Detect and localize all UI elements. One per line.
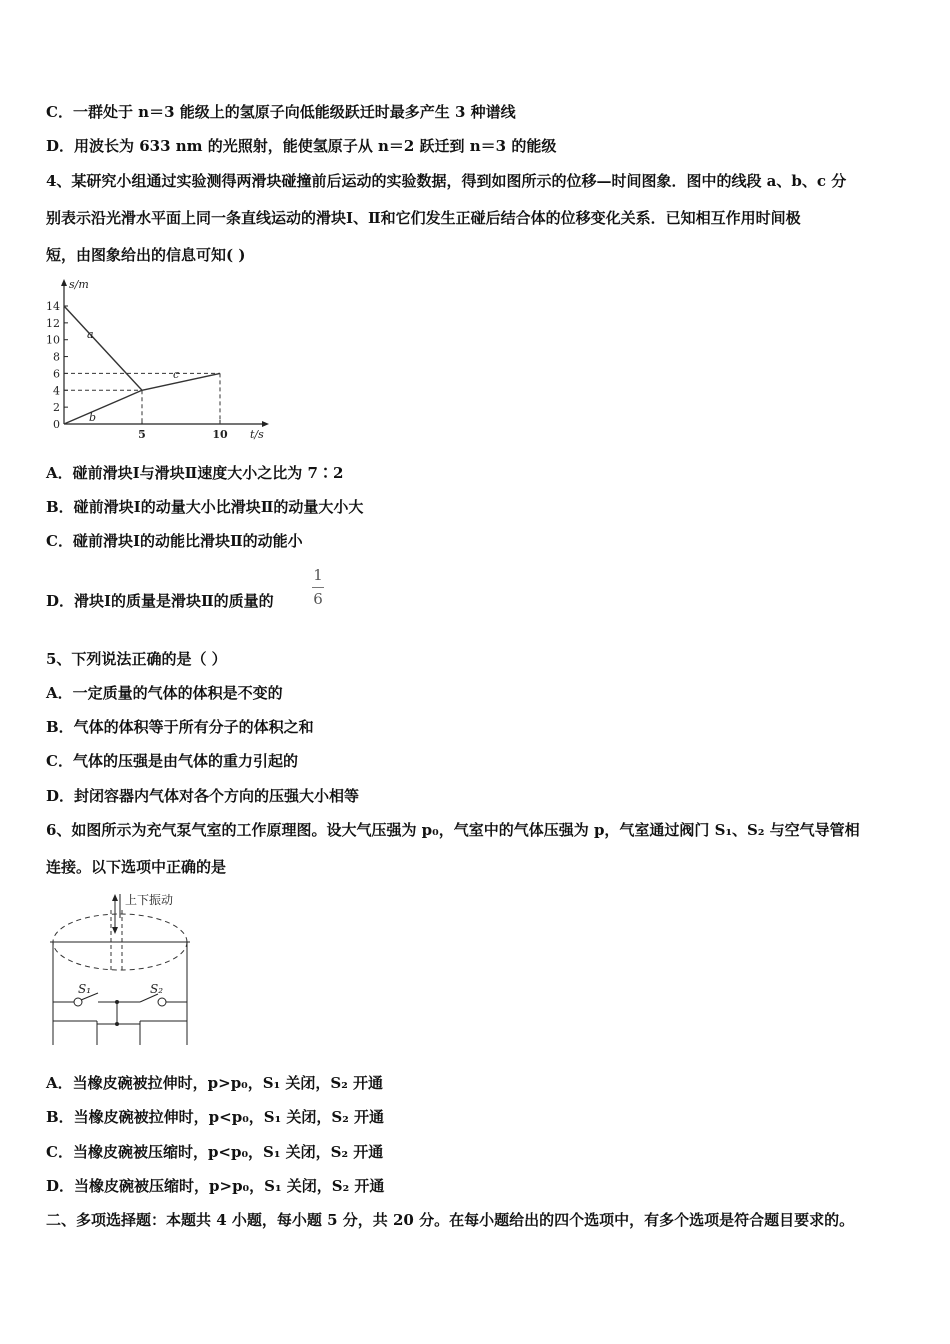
fraction-bar: [312, 587, 324, 588]
valve-s1-pivot: [74, 998, 82, 1006]
y-tick-label: 12: [46, 316, 60, 330]
y-tick-label: 0: [53, 418, 60, 431]
y-axis-label: s/m: [69, 278, 89, 291]
x-tick-label: 5: [138, 428, 146, 441]
valve-s2-pivot: [158, 998, 166, 1006]
q6-option-c: C．当橡皮碗被压缩时，p<p₀，S₁ 关闭，S₂ 开通: [46, 1143, 384, 1161]
q5-stem: 5、下列说法正确的是（ ）: [46, 650, 227, 668]
q5-option-d: D．封闭容器内气体对各个方向的压强大小相等: [46, 787, 360, 805]
x-axis-arrow-icon: [262, 421, 269, 427]
q4-option-a: A．碰前滑块Ⅰ与滑块Ⅱ速度大小之比为 7∶2: [46, 464, 344, 482]
series-line-a: [64, 306, 142, 390]
arrow-up-icon: [112, 894, 118, 901]
fraction-numerator: 1: [313, 566, 323, 584]
series-line-b: [64, 390, 142, 424]
q4-option-d: D．滑块Ⅰ的质量是滑块Ⅱ的质量的: [46, 592, 274, 610]
series-line-c: [142, 373, 220, 390]
y-tick-label: 6: [53, 367, 60, 381]
displacement-time-chart: [30, 278, 280, 448]
q4-option-c: C．碰前滑块Ⅰ的动能比滑块Ⅱ的动能小: [46, 532, 303, 550]
q6-stem-line1: 6、如图所示为充气泵气室的工作原理图。设大气压强为 p₀，气室中的气体压强为 p，气室通过阀门 S₁、S₂ 与空气导管相: [46, 821, 860, 839]
y-tick-label: 8: [53, 350, 60, 364]
q4-stem-line3: 短，由图象给出的信息可知( ): [46, 246, 246, 264]
y-tick-label: 2: [53, 401, 60, 415]
vibration-label: 上下振动: [125, 893, 174, 907]
valve-s1-label: S₁: [78, 982, 92, 996]
series-label-a: a: [87, 328, 94, 342]
series-label-c: c: [173, 367, 180, 381]
q6-option-b: B．当橡皮碗被拉伸时，p<p₀，S₁ 关闭，S₂ 开通: [46, 1108, 385, 1126]
y-tick-label: 10: [46, 333, 60, 347]
q4-stem-line1: 4、某研究小组通过实验测得两滑块碰撞前后运动的实验数据，得到如图所示的位移—时间图象．图中的线段 a、b、c 分: [46, 172, 847, 190]
fraction-denominator: 6: [313, 590, 323, 608]
y-tick-label: 14: [46, 300, 60, 313]
x-axis-label: t/s: [250, 428, 264, 441]
section2-header: 二、多项选择题：本题共 4 小题，每小题 5 分，共 20 分。在每小题给出的四个选项中，有多个选项是符合题目要求的。: [46, 1211, 855, 1229]
q3-option-c: C．一群处于 n＝3 能级上的氢原子向低能级跃迁时最多产生 3 种谱线: [46, 103, 516, 121]
x-tick-label: 10: [212, 428, 228, 441]
q6-stem-line2: 连接。以下选项中正确的是: [46, 858, 227, 876]
arrow-down-icon: [112, 927, 118, 934]
q5-option-b: B．气体的体积等于所有分子的体积之和: [46, 718, 314, 736]
q3-option-d: D．用波长为 633 nm 的光照射，能使氢原子从 n＝2 跃迁到 n＝3 的能级: [46, 137, 557, 155]
q6-option-d: D．当橡皮碗被压缩时，p>p₀，S₁ 关闭，S₂ 开通: [46, 1177, 385, 1195]
fraction-one-sixth: [310, 566, 326, 610]
chart-guides: [64, 373, 220, 424]
air-pump-diagram: [40, 890, 210, 1050]
q6-option-a: A．当橡皮碗被拉伸时，p>p₀，S₁ 关闭，S₂ 开通: [46, 1074, 384, 1092]
q5-option-c: C．气体的压强是由气体的重力引起的: [46, 752, 298, 770]
q4-stem-line2: 别表示沿光滑水平面上同一条直线运动的滑块Ⅰ、Ⅱ和它们发生正碰后结合体的位移变化关系．已知相互作用时间极: [46, 209, 801, 227]
y-axis-arrow-icon: [61, 279, 67, 286]
q4-option-b: B．碰前滑块Ⅰ的动量大小比滑块Ⅱ的动量大小大: [46, 498, 364, 516]
series-label-b: b: [89, 411, 97, 425]
valve-s2-label: S₂: [150, 982, 164, 996]
y-tick-label: 4: [53, 384, 60, 398]
q5-option-a: A．一定质量的气体的体积是不变的: [46, 684, 283, 702]
